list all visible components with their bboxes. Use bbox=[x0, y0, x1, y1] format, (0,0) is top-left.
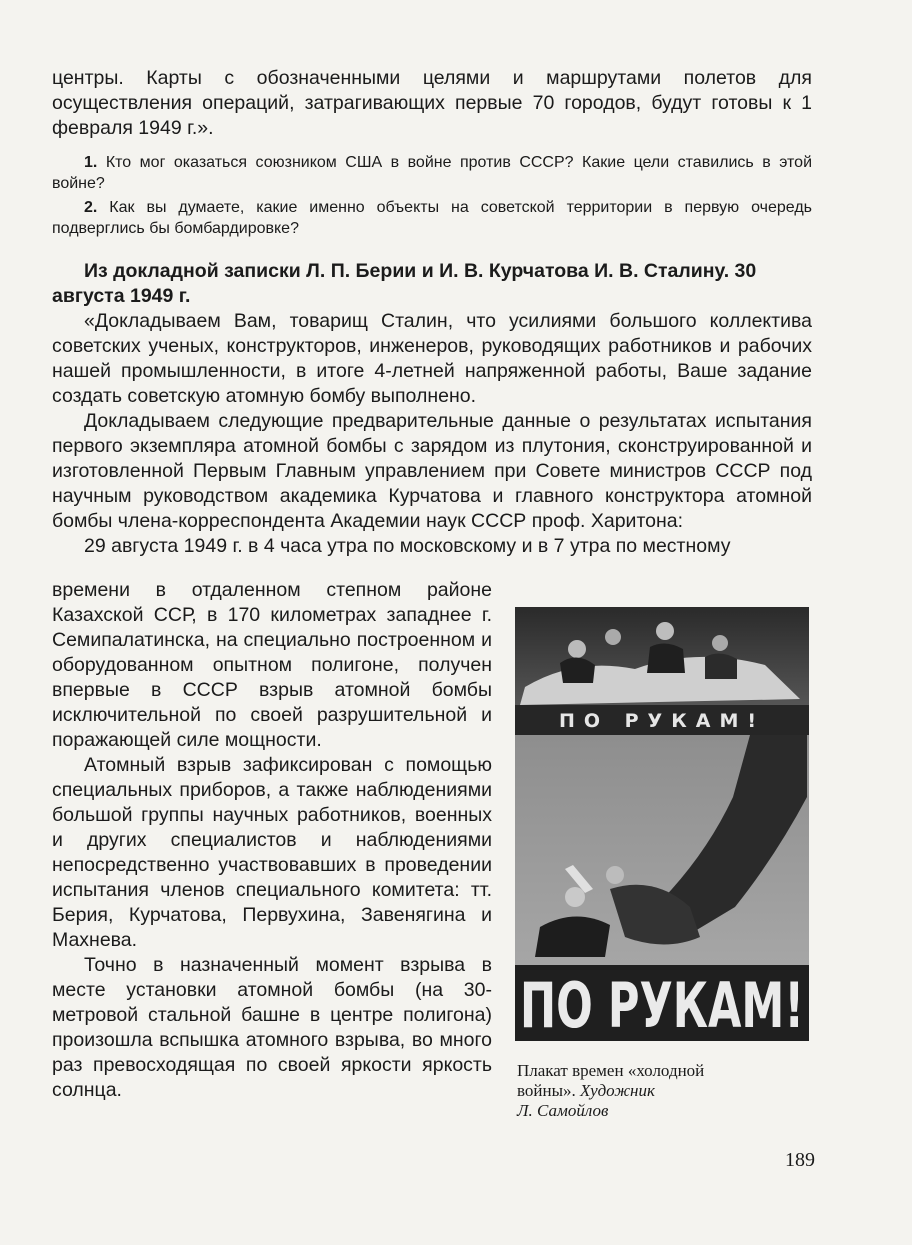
poster-banner-text: ПО РУКАМ! bbox=[558, 710, 766, 732]
caption-author: Л. Самойлов bbox=[517, 1101, 609, 1120]
figure-head bbox=[712, 635, 728, 651]
questions-block bbox=[52, 152, 812, 242]
question-text: Кто мог оказаться союзником США в войне против СССР? Какие цели ставились в этой войне? bbox=[52, 154, 813, 192]
paragraph: времени в отдаленном степном районе Казахской ССР, в 170 километрах западнее г. Семипалатинска, на специально построенном и оборудованном опытном полигоне, получен впервые в СССР взрыв атомной бомбы исключительной по своей разрушительной и поражающей силе мощности. bbox=[52, 579, 492, 751]
poster-caption bbox=[517, 1061, 767, 1121]
page-number: 189 bbox=[785, 1149, 815, 1171]
question-2 bbox=[52, 197, 812, 239]
question-number: 2. bbox=[84, 199, 98, 216]
caption-author-label: Художник bbox=[580, 1081, 655, 1100]
paragraph: Атомный взрыв зафиксирован с помощью специальных приборов, а также наблюдениями большой группы научных работников, военных и других специалистов и наблюдениями непосредственно участвовавших в проведении испытания членов специального комитета: тт. Берия, Курчатова, Первухина, Завенягина и Махнева. bbox=[52, 754, 492, 951]
figure-head bbox=[565, 887, 585, 907]
question-text: Как вы думаете, какие именно объекты на советской территории в первую очередь подверглись бы бомбардировке? bbox=[52, 199, 813, 237]
figure-head bbox=[568, 640, 586, 658]
paragraph: 29 августа 1949 г. в 4 часа утра по московскому и в 7 утра по местному bbox=[84, 535, 731, 557]
figure-body bbox=[705, 653, 737, 679]
cold-war-poster bbox=[515, 607, 809, 1041]
caption-text: Плакат времен «холодной войны». bbox=[517, 1061, 705, 1100]
figure-body bbox=[647, 643, 685, 673]
question-1 bbox=[52, 152, 812, 194]
document-heading: Из докладной записки Л. П. Берии и И. В. Курчатова И. В. Сталину. 30 августа 1949 г. bbox=[52, 260, 757, 307]
document-body bbox=[52, 309, 812, 559]
figure-head bbox=[656, 622, 674, 640]
figure-head bbox=[605, 629, 621, 645]
top-paragraph: центры. Карты с обозначенными целями и маршрутами полетов для осуществления операций, затрагивающих первые 70 городов, будут готовы к 1 февраля 1949 г.». bbox=[52, 67, 812, 139]
paragraph: Точно в назначенный момент взрыва в месте установки атомной бомбы (на 30-метровой стальной башне в центре полигона) произошла вспышка атомного взрыва, во много раз превосходящая по своей яркости яркость солнца. bbox=[52, 954, 492, 1101]
poster-big-text: ПО РУКАМ! bbox=[520, 969, 804, 1042]
figure-head bbox=[606, 866, 624, 884]
paragraph: Докладываем следующие предварительные данные о результатах испытания первого экземпляра атомной бомбы с зарядом из плутония, сконструированной и изготовленной Первым Главным управлением при Совете министров СССР под научным руководством академика Курчатова и главного конструктора атомной бомбы члена-корреспондента Академии наук СССР проф. Харитона: bbox=[52, 410, 812, 532]
question-number: 1. bbox=[84, 154, 98, 171]
paragraph: «Докладываем Вам, товарищ Сталин, что усилиями большого коллектива советских ученых, конструкторов, инженеров, руководящих работников и рабочих нашей промышленности, в итоге 4-летней напряженной работы, Ваше задание создать советскую атомную бомбу выполнено. bbox=[52, 310, 812, 407]
text-column bbox=[52, 578, 492, 1103]
poster-illustration bbox=[515, 607, 809, 1041]
